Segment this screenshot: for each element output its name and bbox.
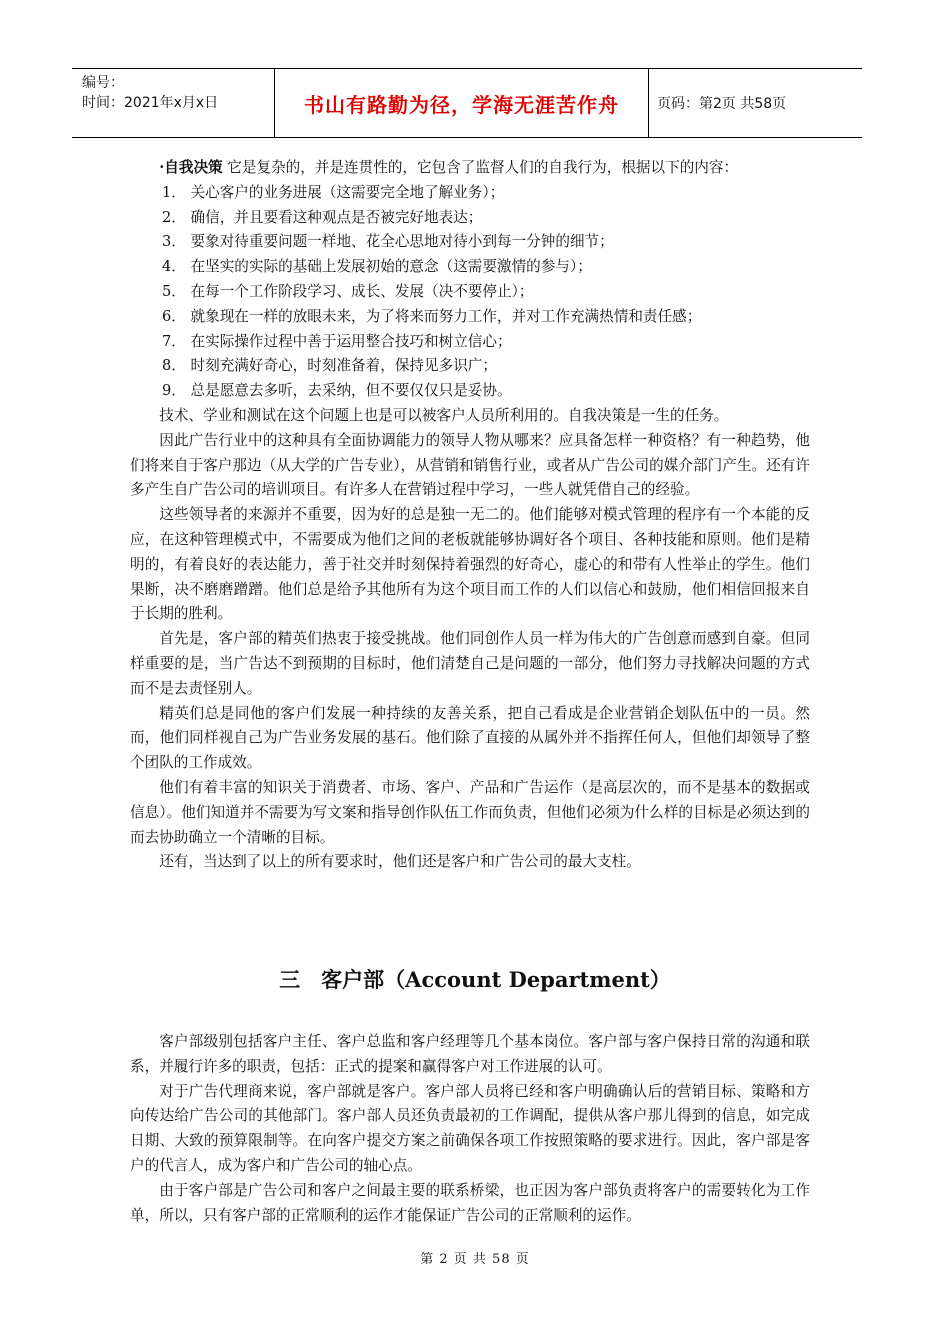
list-item: 7． 在实际操作过程中善于运用整合技巧和树立信心； [162, 332, 512, 350]
paragraph: 技术、学业和测试在这个问题上也是可以被客户人员所利用的。自我决策是一生的任务。 [159, 406, 729, 424]
list-item: 4． 在坚实的实际的基础上发展初始的意念（这需要激情的参与）； [162, 258, 592, 276]
paragraph: 客户部级别包括客户主任、客户总监和客户经理等几个基本岗位。客户部与客户保持日常的沟通和联系，并履行许多的职责，包括：正式的提案和赢得客户对工作进展的认可。 [130, 1033, 810, 1075]
paragraph: 这些领导者的来源并不重要，因为好的总是独一无二的。他们能够对模式管理的程序有一个本能的反应，在这种管理模式中，不需要成为他们之间的老板就能够协调好各个项目、各种技能和原则。他们是精明的，有着良好的表达能力，善于社交并时刻保持着强烈的好奇心，虚心的和带有人性举止的学生。他们果断，决不磨磨蹭蹭。他们总是给予其他所有为这个项目而工作的人们以信心和鼓励，他们相信回报来自于长期的胜利。 [130, 506, 810, 623]
page-footer: 第 2 页 共 58 页 [420, 1252, 530, 1267]
time-label: 时间：2021年x月x日 [82, 95, 219, 111]
header-page-label: 页码：第2页 共58页 [657, 96, 787, 112]
list-item: 3． 要象对待重要问题一样地、花全心思地对待小到每一分钟的细节； [162, 233, 614, 251]
list-item: 5． 在每一个工作阶段学习、成长、发展（决不要停止）； [162, 282, 534, 300]
page-header [72, 68, 862, 138]
intro-paragraph [130, 156, 810, 181]
paragraph: 由于客户部是广告公司和客户之间最主要的联系桥梁，也正因为客户部负责将客户的需要转化为工作单，所以，只有客户部的正常顺利的运作才能保证广告公司的正常顺利的运作。 [130, 1181, 810, 1224]
list-item: 2． 确信，并且要看这种观点是否被完好地表达； [162, 208, 483, 226]
paragraph: 精英们总是同他的客户们发展一种持续的友善关系，把自己看成是企业营销企划队伍中的一员。然而，他们同样视自己为广告业务发展的基石。他们除了直接的从属外并不指挥任何人，但他们却领导了整个团队的工作成效。 [130, 704, 810, 772]
paragraph: 他们有着丰富的知识关于消费者、市场、客户、产品和广告运作（是高层次的，而不是基本的数据或信息）。他们知道并不需要为写文案和指导创作队伍工作而负责，但他们必须为什么样的目标是必须达到的而去协助确立一个清晰的目标。 [130, 778, 810, 846]
header-motto: 书山有路勤为径，学海无涯苦作舟 [304, 92, 619, 117]
section-title: 三 客户部（Account Department） [279, 967, 671, 992]
list-item: 1． 关心客户的业务进展（这需要完全地了解业务）； [162, 183, 505, 201]
header-meta [82, 73, 274, 113]
paragraph: 首先是，客户部的精英们热衷于接受挑战。他们同创作人员一样为伟大的广告创意而感到自豪。但同样重要的是，当广告达不到预期的目标时，他们清楚自己是问题的一部分，他们努力寻找解决问题的方式而不是去责怪别人。 [130, 630, 810, 697]
header-divider [648, 69, 649, 137]
list-item: 9． 总是愿意去多听，去采纳，但不要仅仅只是妥协。 [162, 382, 512, 400]
section-body [130, 1030, 810, 1228]
list-item: 8． 时刻充满好奇心，时刻准备着，保持见多识广； [162, 357, 497, 375]
paragraph: 还有，当达到了以上的所有要求时，他们还是客户和广告公司的最大支柱。 [159, 853, 641, 871]
paragraph: 对于广告代理商来说，客户部就是客户。客户部人员将已经和客户明确确认后的营销目标、策略和方向传达给广告公司的其他部门。客户部人员还负责最初的工作调配，提供从客户那儿得到的信息，如完成日期、大致的预算限制等。在向客户提交方案之前确保各项工作按照策略的要求进行。因此，客户部是客户的代言人，成为客户和广告公司的轴心点。 [130, 1082, 810, 1174]
list-item: 6． 就象现在一样的放眼未来，为了将来而努力工作，并对工作充满热情和责任感； [162, 307, 702, 325]
intro-text: 它是复杂的，并是连贯性的，它包含了监督人们的自我行为，根据以下的内容： [222, 159, 739, 176]
number-label: 编号： [82, 75, 124, 91]
intro-lead: ·自我决策 [159, 159, 223, 176]
paragraph: 因此广告行业中的这种具有全面协调能力的领导人物从哪来？应具备怎样一种资格？有一种趋势，他们将来自于客户那边（从大学的广告专业），从营销和销售行业，或者从广告公司的媒介部门产生。还有许多产生自广告公司的培训项目。有许多人在营销过程中学习，一些人就凭借自己的经验。 [130, 431, 810, 499]
body-text [130, 156, 810, 875]
